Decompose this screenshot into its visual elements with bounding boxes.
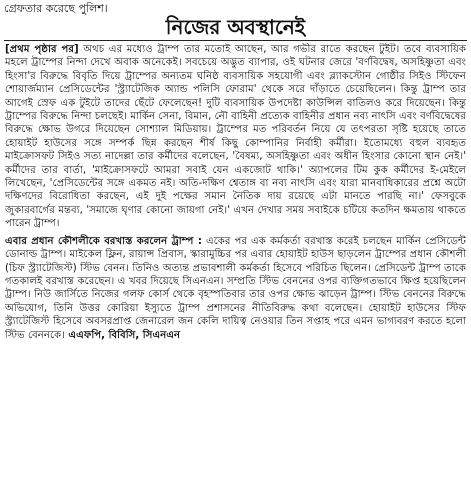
previous-article-tail: গ্রেফতার করেছে পুলিশ।: [4, 2, 108, 15]
continuation-marker: [প্রথম পৃষ্ঠার পর]: [5, 44, 79, 55]
article-body: [5, 43, 466, 499]
paragraph-1-text: অথচ এর মধ্যেও ট্রাম্প তার মতোই আছেন, আর গভীর রাতে করছেন টুইট। তবে ব্যবসায়িক মহলে ট্রাম্পের নিন্দা দেখে অবাক অনেকেই। সবচেয়ে অদ্ভুত ব্যাপার, ওই ঘটনার জেরে 'বর্ণবিদ্বেষ, অসহিষ্ণুতা এবং হিংসা'র বিরুদ্ধে বিবৃতি দিয়ে ট্রাম্পের অন্যতম ঘনিষ্ঠ ব্যবসায়িক সহযোগী এবং ব্ল্যাকস্টোন গোষ্ঠীর সিইও স্টিফেন শোয়ার্জম্যান প্রেসিডেন্টের 'স্ট্র্যাটেজিক অ্যান্ড পলিসি ফোরাম' থেকে সরে দাঁড়াতে চেয়েছিলেন। কিন্তু ট্রাম্প তার আগেই স্রেফ এক টুইটে তাদের ছেঁটে ফেলেছেন! দুটি ব্যবসায়িক উপদেষ্টা কাউন্সিল বাতিলও করে দিয়েছেন। কিন্তু ট্রাম্পের বিরুদ্ধে নিন্দা চলছেই। মার্কিন সেনা, বিমান, নৌ বাহিনী প্রত্যেক বাহিনীর প্রধান নব্য নাৎসি এবং বর্ণবিদ্বেষের বিরুদ্ধে ক্ষোভ উগরে দিয়েছেন সোশ্যাল মিডিয়ায়। ট্রাম্পের মত পরিবর্তন নিয়ে যে তৎপরতা সৃষ্টি হয়েছে তাতে হোয়াইট হাউসের সঙ্গে সম্পর্ক ছিন্ন করছেন শীর্ষ কিছু কোম্পানির নির্বাহী কর্মীরা। ইতোমধ্যে বহুল ব্যবহৃত মাইক্রোসফট সিইও সত্য নাদেল্লা তার কর্মীদের বলেছেন, 'বৈষম্য, অসহিষ্ণুতা এবং অধীন হিংসার কোনো স্থান নেই।' কর্মীদের তার বার্তা, 'মাইক্রোসফটে আমরা সবাই যেন একজোট থাকি।' অ্যাপলের টিম কুক কর্মীদের ই-মেইলে লিখেছেন, 'প্রেসিডেন্টের সঙ্গে একমত নই। অতি-দক্ষিণ শ্বেতাঙ্গ বা নব্য নাৎসি এবং যারা মানবাধিকারের প্রশ্নে অটো দক্ষিণদের বিরোধিতা করছেন, এই দুই পক্ষের সমান নৈতিক দায় রয়েছে এটা মানতে পারছি না।' ফেসবুকে জুকারবার্গের মন্তব্য, 'সমাজে ঘৃণার কোনো জায়গা নেই।' এখন দেখার সময় সবাইকে চটিয়ে কতদিন ক্ষমতায় থাকতে পারেন ট্রাম্প।: [5, 44, 466, 230]
paragraph-2-text: একের পর এক কর্মকর্তা বরখাস্ত করেই চলছেন মার্কিন প্রেসিডেন্ট ডোনাল্ড ট্রাম্প। মাইকেল ফ্লিন, রায়ান্স প্রিবাস, স্কারামুচ্চির পর এবার হোয়াইট হাউস ছাড়লেন ট্রাম্পের প্রধান কৌশলী (চিফ স্ট্র্যাটেজিস্ট) স্টিভ বেনন। তিনিও অত্যন্ত প্রভাবশালী কর্মকর্তা হিসেবে পরিচিত ছিলেন। প্রেসিডেন্ট ট্রাম্প তাকে গতকালই বরখাস্ত করেছেন। এ খবর দিয়েছে সিএনএন। সম্প্রতি স্টিভ বেননের ওপর ব্যক্তিগতভাবে ক্ষিপ্ত হয়েছিলেন ট্রাম্প। নিউ জার্সিতে নিজের গলফ কোর্স থেকে বৃহস্পতিবার তার ওপর ক্ষোভ ঝাড়েন ট্রাম্প। স্টিভ বেননের বিরুদ্ধে অভিযোগ, তিনি উত্তর কোরিয়া ইস্যুতে ট্রাম্প প্রশাসনের নীতিবিরুদ্ধ কথা বলেছেন। হোয়াইট হাউসের স্টিফ স্ট্র্যাটেজিস্ট হিসেবে অবসরপ্রাপ্ত জেনারেল জন কেলি দায়িত্ব নেওয়ার তিন সপ্তাহ পরে এমন ভাগ্যবরণ করতে হলো স্টিভ বেননকে।: [5, 235, 466, 341]
source-credit: এএফপি, বিবিসি, সিএনএন: [64, 329, 181, 341]
article-paragraph-2: [5, 235, 466, 342]
article-paragraph-1: [5, 43, 466, 231]
inline-subheading: এবার প্রধান কৌশলীকে বরখাস্ত করলেন ট্রাম্প :: [5, 235, 202, 247]
article-headline: নিজের অবস্থানেই: [165, 15, 306, 39]
headline-divider: [4, 40, 467, 41]
